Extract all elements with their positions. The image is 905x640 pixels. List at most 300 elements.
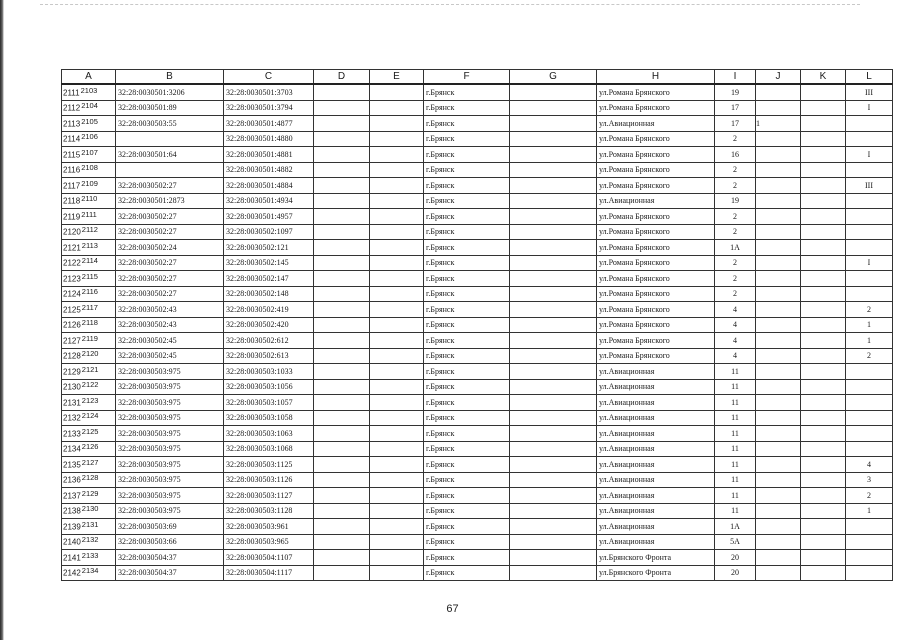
cell-e — [370, 131, 424, 147]
table-row — [62, 162, 893, 178]
cell-k — [801, 224, 846, 240]
cell-g — [510, 178, 597, 194]
row-number: 2132 — [63, 413, 81, 423]
column-header-e: E — [370, 70, 424, 85]
row-number: 2128 — [63, 351, 81, 361]
cell-f: г.Брянск — [424, 534, 510, 550]
cell-i: 19 — [715, 84, 756, 100]
cell-e — [370, 534, 424, 550]
cell-k — [801, 550, 846, 566]
cell-j — [756, 147, 801, 163]
cell-k — [801, 488, 846, 504]
cell-g — [510, 224, 597, 240]
cell-b: 32:28:0030502:27 — [116, 255, 224, 271]
cell-l — [846, 410, 893, 426]
cell-j — [756, 348, 801, 364]
cell-k — [801, 519, 846, 535]
row-number-cell — [62, 379, 116, 395]
cell-j — [756, 503, 801, 519]
cell-e — [370, 209, 424, 225]
row-number: 2124 — [63, 289, 81, 299]
cell-j — [756, 472, 801, 488]
table-row — [62, 193, 893, 209]
cell-d — [314, 131, 370, 147]
row-number: 2121 — [63, 242, 81, 252]
cell-f: г.Брянск — [424, 255, 510, 271]
column-a-value: 2119 — [81, 333, 98, 343]
row-number: 2140 — [63, 537, 81, 547]
cell-k — [801, 209, 846, 225]
cell-b: 32:28:0030501:2873 — [116, 193, 224, 209]
cell-d — [314, 286, 370, 302]
cell-h: ул.Романа Брянского — [597, 100, 715, 116]
cell-e — [370, 565, 424, 581]
table-body — [62, 84, 893, 581]
row-number: 2142 — [63, 568, 81, 578]
cell-g — [510, 395, 597, 411]
cell-g — [510, 472, 597, 488]
cell-j — [756, 178, 801, 194]
cell-h: ул.Романа Брянского — [597, 302, 715, 318]
row-number-cell — [62, 302, 116, 318]
cell-i: 11 — [715, 457, 756, 473]
cell-c: 32:28:0030502:145 — [224, 255, 314, 271]
cell-d — [314, 426, 370, 442]
row-number: 2137 — [63, 490, 81, 500]
cell-b: 32:28:0030504:37 — [116, 565, 224, 581]
table-row — [62, 379, 893, 395]
cell-d — [314, 395, 370, 411]
row-number-cell — [62, 84, 116, 100]
cell-e — [370, 550, 424, 566]
row-number-cell — [62, 457, 116, 473]
table-row — [62, 441, 893, 457]
column-a-value: 2120 — [81, 349, 99, 359]
column-a-value: 2132 — [81, 535, 99, 545]
cell-l — [846, 364, 893, 380]
cell-g — [510, 240, 597, 256]
cell-e — [370, 426, 424, 442]
cell-i: 11 — [715, 488, 756, 504]
cell-d — [314, 441, 370, 457]
cell-d — [314, 317, 370, 333]
column-a-value: 2113 — [81, 240, 98, 250]
cell-l: 3 — [846, 472, 893, 488]
row-number-cell — [62, 100, 116, 116]
cell-g — [510, 302, 597, 318]
column-a-value: 2116 — [81, 287, 98, 297]
column-a-value: 2124 — [81, 411, 99, 421]
cell-j — [756, 255, 801, 271]
column-a-value: 2108 — [81, 163, 98, 173]
cell-h: ул.Романа Брянского — [597, 147, 715, 163]
cell-i: 2 — [715, 271, 756, 287]
cell-b: 32:28:0030503:975 — [116, 503, 224, 519]
table-row — [62, 116, 893, 132]
cell-j — [756, 441, 801, 457]
cell-i: 2 — [715, 178, 756, 194]
cell-l — [846, 286, 893, 302]
cell-k — [801, 395, 846, 411]
cell-i: 1А — [715, 519, 756, 535]
cell-b: 32:28:0030501:3206 — [116, 84, 224, 100]
cell-j — [756, 410, 801, 426]
cell-i: 4 — [715, 348, 756, 364]
cell-l: III — [846, 178, 893, 194]
cell-c: 32:28:0030502:1097 — [224, 224, 314, 240]
cell-h: ул.Романа Брянского — [597, 271, 715, 287]
cell-j — [756, 317, 801, 333]
cell-b: 32:28:0030503:975 — [116, 410, 224, 426]
cell-i: 2 — [715, 255, 756, 271]
cell-c: 32:28:0030503:1033 — [224, 364, 314, 380]
row-number: 2120 — [63, 227, 81, 237]
cell-e — [370, 348, 424, 364]
cell-b: 32:28:0030502:43 — [116, 317, 224, 333]
row-number-cell — [62, 317, 116, 333]
cell-l: 2 — [846, 488, 893, 504]
cell-i: 11 — [715, 426, 756, 442]
cell-l — [846, 426, 893, 442]
column-a-value: 2133 — [81, 550, 99, 560]
row-number: 2139 — [63, 521, 81, 531]
cell-i: 11 — [715, 395, 756, 411]
cell-f: г.Брянск — [424, 193, 510, 209]
column-a-value: 2117 — [81, 302, 98, 312]
cell-l — [846, 519, 893, 535]
cell-d — [314, 503, 370, 519]
cell-d — [314, 271, 370, 287]
column-a-value: 2105 — [81, 116, 98, 126]
cell-g — [510, 255, 597, 271]
cell-b: 32:28:0030503:975 — [116, 426, 224, 442]
cell-g — [510, 565, 597, 581]
cell-c: 32:28:0030503:961 — [224, 519, 314, 535]
cell-c: 32:28:0030501:3703 — [224, 84, 314, 100]
row-number-cell — [62, 255, 116, 271]
cell-f: г.Брянск — [424, 84, 510, 100]
cell-h: ул.Авиационная — [597, 395, 715, 411]
column-a-value: 2128 — [81, 473, 99, 483]
cell-k — [801, 271, 846, 287]
table-row — [62, 472, 893, 488]
cell-i: 4 — [715, 317, 756, 333]
cell-i: 4 — [715, 333, 756, 349]
cell-g — [510, 271, 597, 287]
cell-d — [314, 147, 370, 163]
row-number-cell — [62, 550, 116, 566]
cell-c: 32:28:0030503:1125 — [224, 457, 314, 473]
column-a-value: 2118 — [81, 318, 98, 328]
cell-c: 32:28:0030503:1058 — [224, 410, 314, 426]
cell-g — [510, 550, 597, 566]
cell-c: 32:28:0030502:613 — [224, 348, 314, 364]
cell-g — [510, 147, 597, 163]
column-a-value: 2112 — [81, 225, 98, 235]
column-header-j: J — [756, 70, 801, 85]
cell-l — [846, 131, 893, 147]
column-a-value: 2127 — [81, 457, 99, 467]
table-row — [62, 364, 893, 380]
cell-c: 32:28:0030502:121 — [224, 240, 314, 256]
cell-d — [314, 224, 370, 240]
table-row — [62, 286, 893, 302]
cell-h: ул.Авиационная — [597, 364, 715, 380]
cell-g — [510, 84, 597, 100]
cell-h: ул.Авиационная — [597, 472, 715, 488]
cell-h: ул.Романа Брянского — [597, 240, 715, 256]
cell-h: ул.Романа Брянского — [597, 224, 715, 240]
row-number: 2138 — [63, 506, 81, 516]
cell-l — [846, 209, 893, 225]
page-number: 67 — [446, 603, 459, 615]
cell-b: 32:28:0030503:975 — [116, 379, 224, 395]
cell-b: 32:28:0030502:24 — [116, 240, 224, 256]
cell-d — [314, 550, 370, 566]
cell-g — [510, 100, 597, 116]
cell-e — [370, 503, 424, 519]
cell-g — [510, 503, 597, 519]
table-row — [62, 131, 893, 147]
column-header-g: G — [510, 70, 597, 85]
cell-e — [370, 472, 424, 488]
cell-g — [510, 286, 597, 302]
table-row — [62, 302, 893, 318]
table-row — [62, 271, 893, 287]
cell-g — [510, 193, 597, 209]
cell-c: 32:28:0030501:4881 — [224, 147, 314, 163]
cell-i: 2 — [715, 131, 756, 147]
cell-l — [846, 240, 893, 256]
cell-l — [846, 116, 893, 132]
cell-c: 32:28:0030502:419 — [224, 302, 314, 318]
row-number-cell — [62, 519, 116, 535]
table-row — [62, 550, 893, 566]
column-a-value: 2104 — [81, 101, 98, 111]
cell-h: ул.Авиационная — [597, 457, 715, 473]
cell-b: 32:28:0030503:975 — [116, 472, 224, 488]
column-a-value: 2121 — [81, 364, 99, 374]
cell-f: г.Брянск — [424, 131, 510, 147]
cell-l: I — [846, 100, 893, 116]
cell-i: 16 — [715, 147, 756, 163]
cell-g — [510, 116, 597, 132]
cell-d — [314, 534, 370, 550]
cell-c: 32:28:0030503:1127 — [224, 488, 314, 504]
cell-f: г.Брянск — [424, 519, 510, 535]
table-row — [62, 410, 893, 426]
cell-c: 32:28:0030501:4882 — [224, 162, 314, 178]
cell-b — [116, 162, 224, 178]
row-number-cell — [62, 178, 116, 194]
cell-k — [801, 84, 846, 100]
cell-d — [314, 364, 370, 380]
cell-j — [756, 302, 801, 318]
cell-j — [756, 519, 801, 535]
table-row — [62, 147, 893, 163]
cell-l — [846, 271, 893, 287]
cell-d — [314, 209, 370, 225]
cell-k — [801, 162, 846, 178]
cell-j — [756, 240, 801, 256]
cell-g — [510, 162, 597, 178]
cell-f: г.Брянск — [424, 100, 510, 116]
cell-k — [801, 457, 846, 473]
cell-b: 32:28:0030503:55 — [116, 116, 224, 132]
cell-h: ул.Авиационная — [597, 503, 715, 519]
row-number-cell — [62, 503, 116, 519]
row-number-cell — [62, 162, 116, 178]
cell-f: г.Брянск — [424, 178, 510, 194]
table-row — [62, 457, 893, 473]
column-a-value: 2111 — [81, 209, 97, 219]
cell-b: 32:28:0030502:27 — [116, 286, 224, 302]
cell-b: 32:28:0030502:27 — [116, 224, 224, 240]
cell-l — [846, 162, 893, 178]
cell-k — [801, 565, 846, 581]
cell-c: 32:28:0030501:4884 — [224, 178, 314, 194]
row-number: 2117 — [63, 180, 81, 190]
row-number: 2129 — [63, 366, 81, 376]
row-number-cell — [62, 286, 116, 302]
cell-g — [510, 333, 597, 349]
cell-j — [756, 271, 801, 287]
row-number: 2126 — [63, 320, 81, 330]
cell-i: 11 — [715, 364, 756, 380]
row-number-cell — [62, 193, 116, 209]
row-number: 2141 — [63, 552, 81, 562]
table-row — [62, 503, 893, 519]
cell-h: ул.Авиационная — [597, 410, 715, 426]
table-row — [62, 178, 893, 194]
cell-e — [370, 255, 424, 271]
cell-f: г.Брянск — [424, 209, 510, 225]
cell-f: г.Брянск — [424, 565, 510, 581]
row-number-cell — [62, 116, 116, 132]
cell-c: 32:28:0030501:4957 — [224, 209, 314, 225]
cell-i: 2 — [715, 162, 756, 178]
row-number-cell — [62, 209, 116, 225]
cell-j — [756, 286, 801, 302]
cell-d — [314, 348, 370, 364]
column-header-k: K — [801, 70, 846, 85]
cell-k — [801, 240, 846, 256]
cell-e — [370, 519, 424, 535]
cell-g — [510, 488, 597, 504]
cell-j — [756, 162, 801, 178]
column-header-a: A — [62, 70, 116, 85]
column-a-value: 2123 — [81, 395, 99, 405]
cell-h: ул.Романа Брянского — [597, 162, 715, 178]
row-number: 2119 — [63, 211, 81, 221]
cell-j: 1 — [756, 116, 801, 132]
column-header-c: C — [224, 70, 314, 85]
cell-i: 17 — [715, 116, 756, 132]
cell-b: 32:28:0030502:45 — [116, 348, 224, 364]
table-row — [62, 395, 893, 411]
cell-h: ул.Романа Брянского — [597, 84, 715, 100]
cell-k — [801, 410, 846, 426]
row-number: 2122 — [63, 258, 81, 268]
cell-e — [370, 193, 424, 209]
cell-k — [801, 534, 846, 550]
cell-j — [756, 379, 801, 395]
cell-i: 17 — [715, 100, 756, 116]
row-number-cell — [62, 565, 116, 581]
row-number-cell — [62, 240, 116, 256]
cell-i: 20 — [715, 550, 756, 566]
cell-d — [314, 193, 370, 209]
cell-d — [314, 240, 370, 256]
cell-e — [370, 116, 424, 132]
cell-c: 32:28:0030504:1107 — [224, 550, 314, 566]
cell-j — [756, 426, 801, 442]
cell-e — [370, 84, 424, 100]
cell-j — [756, 100, 801, 116]
cell-f: г.Брянск — [424, 441, 510, 457]
cell-g — [510, 519, 597, 535]
row-number-cell — [62, 534, 116, 550]
cell-k — [801, 178, 846, 194]
table-row — [62, 84, 893, 100]
cell-e — [370, 162, 424, 178]
cell-j — [756, 565, 801, 581]
cell-g — [510, 534, 597, 550]
cell-g — [510, 348, 597, 364]
column-a-value: 2129 — [81, 488, 99, 498]
cell-d — [314, 116, 370, 132]
column-a-value: 2114 — [81, 256, 98, 266]
cell-b: 32:28:0030503:975 — [116, 395, 224, 411]
cell-k — [801, 302, 846, 318]
cell-e — [370, 147, 424, 163]
column-header-d: D — [314, 70, 370, 85]
column-header-h: H — [597, 70, 715, 85]
data-table — [61, 69, 893, 581]
cell-k — [801, 364, 846, 380]
column-a-value: 2109 — [81, 178, 98, 188]
column-a-value: 2131 — [81, 519, 99, 529]
cell-l — [846, 379, 893, 395]
row-number: 2134 — [63, 444, 81, 454]
cell-l — [846, 224, 893, 240]
row-number: 2112 — [63, 103, 81, 113]
cell-d — [314, 333, 370, 349]
cell-d — [314, 457, 370, 473]
cell-l — [846, 565, 893, 581]
cell-i: 11 — [715, 379, 756, 395]
cell-e — [370, 240, 424, 256]
cell-f: г.Брянск — [424, 147, 510, 163]
cell-h: ул.Авиационная — [597, 379, 715, 395]
cell-j — [756, 333, 801, 349]
cell-f: г.Брянск — [424, 364, 510, 380]
cell-f: г.Брянск — [424, 348, 510, 364]
cell-h: ул.Авиационная — [597, 426, 715, 442]
cell-e — [370, 224, 424, 240]
column-a-value: 2103 — [80, 85, 98, 95]
table-row — [62, 333, 893, 349]
cell-f: г.Брянск — [424, 550, 510, 566]
cell-d — [314, 100, 370, 116]
cell-e — [370, 302, 424, 318]
cell-b: 32:28:0030502:27 — [116, 178, 224, 194]
cell-f: г.Брянск — [424, 116, 510, 132]
cell-j — [756, 488, 801, 504]
cell-i: 4 — [715, 302, 756, 318]
cell-i: 11 — [715, 503, 756, 519]
cell-g — [510, 364, 597, 380]
